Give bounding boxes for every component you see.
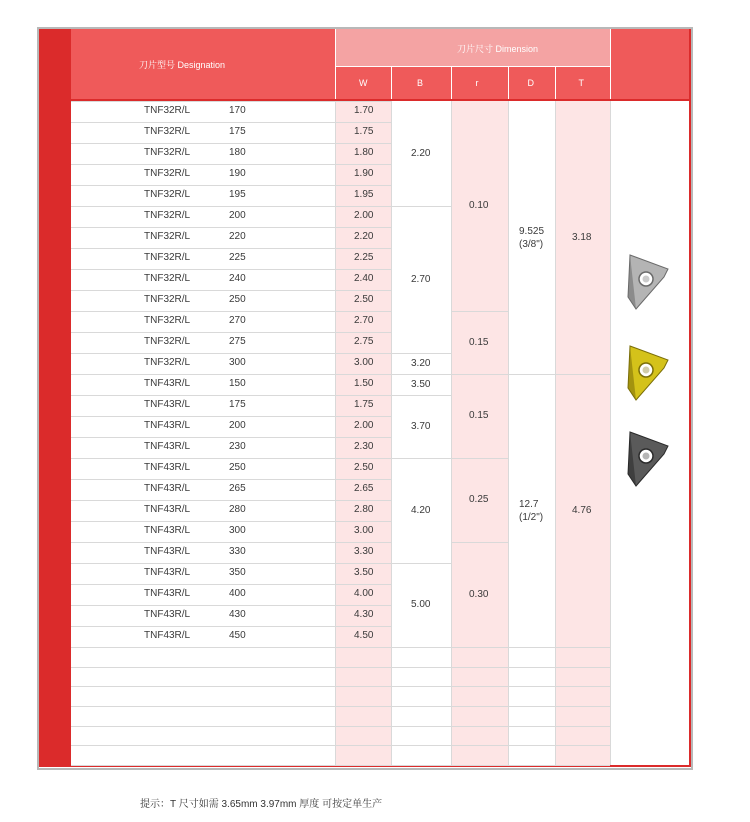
row-code: 275 xyxy=(229,336,246,347)
row-model: TNF43R/L xyxy=(144,462,191,473)
b-value: 3.70 xyxy=(411,420,431,432)
row-code: 250 xyxy=(229,462,246,473)
row-model: TNF32R/L xyxy=(144,273,191,284)
b-value: 5.00 xyxy=(411,599,431,610)
row-code: 350 xyxy=(229,567,246,578)
insert-grey-icon xyxy=(624,251,674,313)
r-value: 0.15 xyxy=(469,336,489,348)
row-line xyxy=(71,227,391,228)
row-code: 150 xyxy=(229,378,246,389)
row-code: 300 xyxy=(229,357,246,368)
row-model: TNF32R/L xyxy=(144,357,191,368)
row-line xyxy=(71,353,391,354)
row-line xyxy=(71,374,391,375)
row-w: 3.50 xyxy=(354,567,374,578)
b-value: 3.20 xyxy=(411,357,431,369)
d-group-line xyxy=(508,374,555,375)
b-group-line xyxy=(391,395,451,396)
row-line xyxy=(71,101,391,102)
row-line xyxy=(71,626,391,627)
right-red-strip xyxy=(689,29,691,767)
row-code: 265 xyxy=(229,483,246,494)
header-col-divider xyxy=(508,66,509,99)
insert-gold-icon xyxy=(624,342,674,404)
row-model: TNF32R/L xyxy=(144,147,191,158)
row-model: TNF43R/L xyxy=(144,588,191,599)
row-model: TNF43R/L xyxy=(144,441,191,452)
empty-row-line xyxy=(71,667,610,668)
b-group-line xyxy=(391,458,451,459)
header-col-divider xyxy=(555,66,556,99)
t-column-bg xyxy=(555,101,610,765)
b-value: 4.20 xyxy=(411,504,431,516)
r-group-line xyxy=(451,374,508,375)
row-w: 1.75 xyxy=(354,126,374,137)
row-code: 175 xyxy=(229,126,246,137)
row-code: 240 xyxy=(229,273,246,284)
row-model: TNF32R/L xyxy=(144,168,191,179)
dimension-heading: 刀片尺寸 Dimension xyxy=(457,44,539,54)
row-line xyxy=(71,605,391,606)
row-code: 190 xyxy=(229,168,246,179)
r-value: 0.25 xyxy=(469,494,489,505)
row-w: 1.50 xyxy=(354,378,374,389)
header-divider-h xyxy=(335,66,610,67)
row-model: TNF32R/L xyxy=(144,189,191,200)
row-w: 3.00 xyxy=(354,357,374,368)
row-code: 250 xyxy=(229,294,246,305)
row-code: 175 xyxy=(229,399,246,410)
t-group-line xyxy=(555,374,610,375)
row-w: 4.30 xyxy=(354,609,374,620)
d-value: 9.525 xyxy=(519,225,545,237)
row-w: 2.00 xyxy=(354,210,374,221)
dimension-table xyxy=(39,29,691,768)
empty-row-line xyxy=(71,686,610,687)
row-code: 330 xyxy=(229,546,246,557)
row-line xyxy=(71,437,391,438)
row-line xyxy=(71,248,391,249)
r-value: 0.10 xyxy=(469,200,489,211)
column-divider xyxy=(335,101,336,765)
row-code: 270 xyxy=(229,315,246,326)
column-divider xyxy=(555,101,556,765)
row-w: 3.30 xyxy=(354,546,374,557)
header-col-divider xyxy=(391,66,392,99)
d-value: 12.7 xyxy=(519,498,539,510)
row-line xyxy=(71,542,391,543)
row-model: TNF43R/L xyxy=(144,609,191,620)
designation-heading: 刀片型号 Designation xyxy=(139,60,226,70)
row-model: TNF43R/L xyxy=(144,504,191,515)
empty-row-line xyxy=(71,706,610,707)
b-value: 2.20 xyxy=(411,147,431,159)
row-model: TNF32R/L xyxy=(144,210,191,221)
b-value: 2.70 xyxy=(411,273,431,285)
row-w: 1.95 xyxy=(354,189,374,200)
row-model: TNF32R/L xyxy=(144,252,191,263)
r-group-line xyxy=(451,311,508,312)
row-line xyxy=(71,185,391,186)
row-w: 2.20 xyxy=(354,231,374,242)
column-divider xyxy=(610,101,611,765)
header-right-bg xyxy=(610,29,689,99)
column-header-d: D xyxy=(527,78,534,88)
row-model: TNF43R/L xyxy=(144,399,191,410)
row-model: TNF32R/L xyxy=(144,336,191,347)
row-code: 430 xyxy=(229,609,246,620)
row-w: 1.75 xyxy=(354,399,374,410)
row-w: 4.50 xyxy=(354,630,374,641)
d-sub: (3/8") xyxy=(519,238,544,250)
row-model: TNF32R/L xyxy=(144,105,191,116)
b-group-line xyxy=(391,374,451,375)
row-w: 1.90 xyxy=(354,168,374,179)
row-model: TNF43R/L xyxy=(144,483,191,494)
row-line xyxy=(71,290,391,291)
row-line xyxy=(71,311,391,312)
row-model: TNF43R/L xyxy=(144,630,191,641)
row-code: 200 xyxy=(229,420,246,431)
header-sub-bg xyxy=(335,66,610,99)
row-line xyxy=(71,332,391,333)
row-model: TNF43R/L xyxy=(144,546,191,557)
r-value: 0.30 xyxy=(469,588,489,600)
footnote: 提示：T 尺寸如需 3.65mm 3.97mm 厚度 可按定单生产 xyxy=(140,799,383,810)
row-code: 230 xyxy=(229,441,246,452)
row-w: 1.80 xyxy=(354,147,374,158)
b-group-line xyxy=(391,563,451,564)
empty-row-line xyxy=(71,745,610,746)
row-w: 2.00 xyxy=(354,420,374,431)
column-divider xyxy=(451,101,452,765)
row-w: 2.30 xyxy=(354,441,374,452)
row-w: 2.80 xyxy=(354,504,374,515)
row-w: 4.00 xyxy=(354,588,374,599)
row-code: 180 xyxy=(229,147,246,158)
row-model: TNF32R/L xyxy=(144,294,191,305)
row-w: 3.00 xyxy=(354,525,374,536)
row-code: 280 xyxy=(229,504,246,515)
t-value: 4.76 xyxy=(572,504,592,516)
row-code: 220 xyxy=(229,231,246,242)
row-code: 450 xyxy=(229,630,246,641)
row-code: 400 xyxy=(229,588,246,599)
row-code: 225 xyxy=(229,252,246,263)
row-w: 2.50 xyxy=(354,462,374,473)
row-model: TNF43R/L xyxy=(144,420,191,431)
row-w: 2.50 xyxy=(354,294,374,305)
row-line xyxy=(71,584,391,585)
row-line xyxy=(71,164,391,165)
b-value: 3.50 xyxy=(411,378,431,390)
row-model: TNF43R/L xyxy=(144,525,191,536)
row-model: TNF32R/L xyxy=(144,315,191,326)
t-value: 3.18 xyxy=(572,231,592,243)
row-line xyxy=(71,206,391,207)
table-frame xyxy=(37,27,693,770)
row-line xyxy=(71,122,391,123)
b-group-line xyxy=(391,647,451,648)
row-code: 170 xyxy=(229,105,246,116)
row-line xyxy=(71,521,391,522)
d-group-line xyxy=(508,647,555,648)
header-divider-left xyxy=(335,29,336,99)
row-code: 200 xyxy=(229,210,246,221)
row-line xyxy=(71,143,391,144)
row-model: TNF32R/L xyxy=(144,126,191,137)
row-code: 300 xyxy=(229,525,246,536)
header-divider-right xyxy=(610,29,611,99)
row-w: 2.75 xyxy=(354,336,374,347)
row-line xyxy=(71,458,391,459)
row-line xyxy=(71,500,391,501)
b-group-line xyxy=(391,353,451,354)
t-group-line xyxy=(555,647,610,648)
d-sub: (1/2") xyxy=(519,511,544,523)
row-line xyxy=(71,647,391,648)
row-line xyxy=(71,563,391,564)
column-divider xyxy=(391,101,392,765)
row-code: 195 xyxy=(229,189,246,200)
column-header-t: T xyxy=(578,78,584,88)
row-line xyxy=(71,395,391,396)
row-w: 2.70 xyxy=(354,315,374,326)
row-line xyxy=(71,269,391,270)
column-header-w: W xyxy=(359,78,368,88)
row-model: TNF43R/L xyxy=(144,378,191,389)
row-line xyxy=(71,479,391,480)
r-group-line xyxy=(451,542,508,543)
row-line xyxy=(71,416,391,417)
row-w: 1.70 xyxy=(354,105,374,116)
column-divider xyxy=(508,101,509,765)
left-red-strip xyxy=(39,29,71,767)
r-value: 0.15 xyxy=(469,410,489,421)
empty-row-line xyxy=(71,765,610,766)
b-group-line xyxy=(391,206,451,207)
column-header-r: r xyxy=(475,78,479,88)
header-col-divider xyxy=(451,66,452,99)
insert-dark-icon xyxy=(624,428,674,490)
row-model: TNF43R/L xyxy=(144,567,191,578)
row-w: 2.40 xyxy=(354,273,374,284)
r-group-line xyxy=(451,458,508,459)
row-w: 2.65 xyxy=(354,483,374,494)
empty-row-line xyxy=(71,726,610,727)
column-header-b: B xyxy=(417,78,424,88)
row-model: TNF32R/L xyxy=(144,231,191,242)
r-group-line xyxy=(451,647,508,648)
row-w: 2.25 xyxy=(354,252,374,263)
